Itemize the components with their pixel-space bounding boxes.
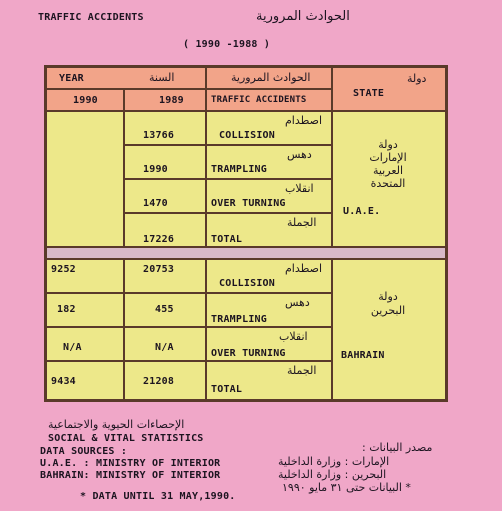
bh-row-total-label xyxy=(206,361,332,400)
page-title-arabic: الحوادث المرورية xyxy=(256,9,350,24)
bh-row-overturning-label xyxy=(206,327,332,361)
bahrain-source-ar: البحرين : وزارة الداخلية xyxy=(278,468,387,481)
header-accidents-ar-cell xyxy=(206,67,332,89)
bh-state-cell xyxy=(332,259,446,400)
uae-total-en: TOTAL xyxy=(211,234,243,245)
uae-total-ar: الجملة xyxy=(287,216,317,229)
bh-total-ar: الجملة xyxy=(287,364,317,377)
bh-row-trampling-label xyxy=(206,293,332,327)
uae-trampling-en: TRAMPLING xyxy=(211,164,267,175)
bh-trampling-ar: دهس xyxy=(285,296,310,309)
bh-row-total-1989 xyxy=(124,361,206,400)
bh-state-ar: دولة البحرين xyxy=(370,290,406,317)
uae-collision-1989: 13766 xyxy=(143,130,175,141)
bh-row-collision-label xyxy=(206,259,332,293)
header-accidents-en: TRAFFIC ACCIDENTS xyxy=(211,95,307,105)
uae-trampling-ar: دهس xyxy=(287,148,312,161)
uae-1990-column xyxy=(46,111,124,247)
bh-row-overturning-1989 xyxy=(124,327,206,361)
bh-collision-1989: 20753 xyxy=(143,264,175,275)
bh-overturning-ar: انقلاب xyxy=(279,330,308,343)
uae-state-en: U.A.E. xyxy=(343,206,381,217)
header-state-ar: دولة xyxy=(407,72,427,85)
uae-overturning-1989: 1470 xyxy=(143,198,168,209)
bh-row-total-1990 xyxy=(46,361,124,400)
bh-collision-1990: 9252 xyxy=(51,264,76,275)
uae-overturning-ar: انقلاب xyxy=(285,182,314,195)
uae-total-1989: 17226 xyxy=(143,234,175,245)
uae-trampling-1989: 1990 xyxy=(143,164,168,175)
header-1990: 1990 xyxy=(73,95,98,106)
bh-row-trampling-1989 xyxy=(124,293,206,327)
header-year-en: YEAR xyxy=(59,73,84,84)
traffic-accidents-table xyxy=(44,65,448,402)
bahrain-source-en: BAHRAIN: MINISTRY OF INTERIOR xyxy=(40,470,221,481)
bh-trampling-1989: 455 xyxy=(155,304,174,315)
uae-source-ar: الإمارات : وزارة الداخلية xyxy=(278,455,390,468)
year-range: ( 1990 -1988 ) xyxy=(183,39,271,50)
header-state-en: STATE xyxy=(353,88,385,99)
uae-row-total-label xyxy=(206,213,332,247)
bh-row-overturning-1990 xyxy=(46,327,124,361)
bh-overturning-1990: N/A xyxy=(63,342,82,353)
page-title-english: TRAFFIC ACCIDENTS xyxy=(38,12,144,23)
bh-row-trampling-1990 xyxy=(46,293,124,327)
source-org-ar: الإحصاءات الحيوية والاجتماعية xyxy=(48,418,185,431)
header-1989: 1989 xyxy=(159,95,184,106)
bh-total-1989: 21208 xyxy=(143,376,175,387)
data-note-ar: * البيانات حتى ٣١ مايو ١٩٩٠ xyxy=(282,481,411,494)
uae-overturning-en: OVER TURNING xyxy=(211,198,286,209)
uae-row-trampling-label xyxy=(206,145,332,179)
uae-row-collision-1989 xyxy=(124,111,206,145)
bh-row-collision-1989 xyxy=(124,259,206,293)
uae-collision-en: COLLISION xyxy=(219,130,275,141)
data-sources-ar: مصدر البيانات : xyxy=(362,441,433,454)
header-year-cell xyxy=(46,67,206,89)
bh-collision-en: COLLISION xyxy=(219,278,275,289)
uae-row-collision-label xyxy=(206,111,332,145)
uae-row-overturning-1989 xyxy=(124,179,206,213)
source-org-en: SOCIAL & VITAL STATISTICS xyxy=(48,433,204,444)
header-accidents-en-cell xyxy=(206,89,332,111)
uae-row-total-1989 xyxy=(124,213,206,247)
bh-state-en: BAHRAIN xyxy=(341,350,385,361)
data-sources-en: DATA SOURCES : xyxy=(40,446,128,457)
header-1990-cell xyxy=(46,89,124,111)
bh-trampling-en: TRAMPLING xyxy=(211,314,267,325)
bh-row-collision-1990 xyxy=(46,259,124,293)
header-state-cell xyxy=(332,67,446,111)
uae-state-cell xyxy=(332,111,446,247)
bh-collision-ar: اصطدام xyxy=(285,262,323,275)
bh-overturning-en: OVER TURNING xyxy=(211,348,286,359)
uae-source-en: U.A.E. : MINISTRY OF INTERIOR xyxy=(40,458,221,469)
table-separator xyxy=(46,247,446,259)
header-year-ar: السنة xyxy=(149,71,175,84)
uae-row-trampling-1989 xyxy=(124,145,206,179)
bh-total-1990: 9434 xyxy=(51,376,76,387)
uae-collision-ar: اصطدام xyxy=(285,114,323,127)
header-1989-cell xyxy=(124,89,206,111)
bh-trampling-1990: 182 xyxy=(57,304,76,315)
header-accidents-ar: الحوادث المرورية xyxy=(231,71,311,84)
bh-total-en: TOTAL xyxy=(211,384,243,395)
data-note-en: * DATA UNTIL 31 MAY,1990. xyxy=(80,491,236,502)
uae-state-ar: دولة الإمارات العربية المتحدة xyxy=(369,138,407,190)
uae-row-overturning-label xyxy=(206,179,332,213)
bh-overturning-1989: N/A xyxy=(155,342,174,353)
